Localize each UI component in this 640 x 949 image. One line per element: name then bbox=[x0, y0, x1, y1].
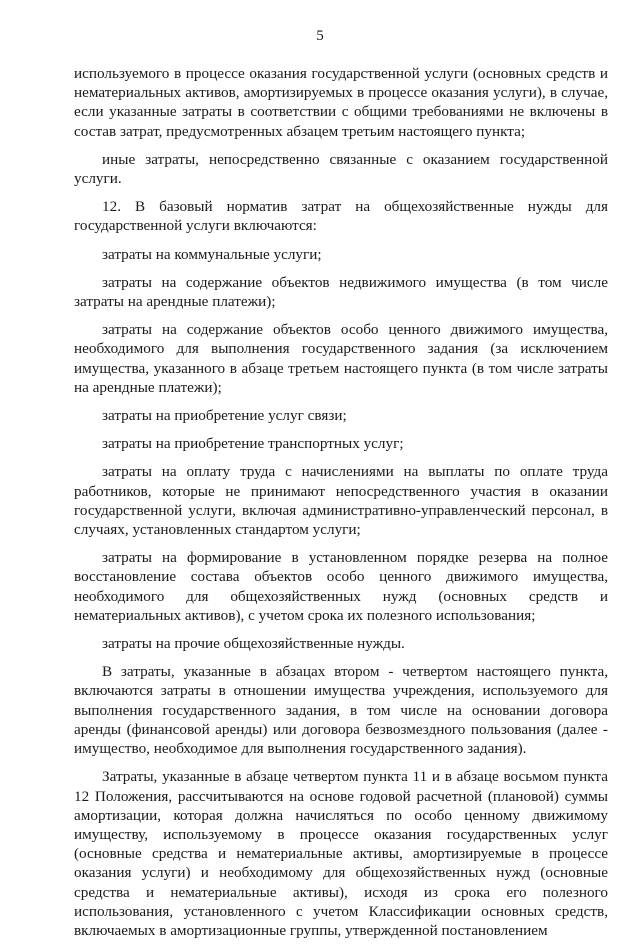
paragraph: В затраты, указанные в абзацах втором - четвертом настоящего пункта, включаются затраты в отношении имущества учреждения, используемого для выполнения государственного задания, в том числе на основании договора аренды (финансовой аренды) или договора безвозмездного пользования (далее - имущество, необходимое для выполнения государственного задания). bbox=[74, 663, 608, 758]
paragraph: затраты на приобретение транспортных услуг; bbox=[102, 435, 404, 453]
paragraph: затраты на содержание объектов особо ценного движимого имущества, необходимого для выполнения государственного задания (за исключением имущества, указанного в абзаце третьем настоящего пункта (в том числе затраты на арендные платежи); bbox=[74, 321, 608, 396]
paragraph: затраты на оплату труда с начислениями на выплаты по оплате труда работников, которые не принимают непосредственного участия в оказании государственной услуги, включая административно-управленческий персонал, в случаях, установленных стандартом услуги; bbox=[74, 463, 608, 539]
paragraph: 12. В базовый норматив затрат на общехозяйственные нужды для государственной услуги включаются: bbox=[74, 198, 608, 235]
paragraph: иные затраты, непосредственно связанные с оказанием государственной услуги. bbox=[74, 150, 608, 188]
paragraph: затраты на формирование в установленном порядке резерва на полное восстановление состава объектов особо ценного движимого имущества, необходимого для общехозяйственных нужд (основных средств и нематериальных активов), с учетом срока их полезного использования; bbox=[74, 549, 608, 624]
paragraph: затраты на прочие общехозяйственные нужды. bbox=[102, 635, 405, 653]
paragraph: Затраты, указанные в абзаце четвертом пункта 11 и в абзаце восьмом пункта 12 Положения, рассчитываются на основе годовой расчетной (плановой) суммы амортизации, которая должна начисляться по особо ценному движимому имуществу, используемому в процессе оказания государственных услуг (основные средства и нематериальные активы, амортизируемые в процессе оказания услуги) и необходимому для общехозяйственных нужд (основные средства и нематериальные активы), исходя из срока его полезного использования, установленного с учетом Классификации основных средств, включаемых в амортизационные группы, утвержденной постановлением bbox=[74, 768, 608, 939]
document-body bbox=[74, 64, 608, 949]
paragraph: используемого в процессе оказания государственной услуги (основных средств и нематериальных активов, амортизируемых в процессе оказания услуги), в случае, если указанные затраты в соответствии с общими требованиями не включены в состав затрат, предусмотренных абзацем третьим настоящего пункта; bbox=[74, 65, 608, 140]
page-number: 5 bbox=[316, 28, 324, 44]
paragraph: затраты на приобретение услуг связи; bbox=[102, 407, 347, 425]
paragraph: затраты на коммунальные услуги; bbox=[102, 245, 322, 263]
paragraph: затраты на содержание объектов недвижимого имущества (в том числе затраты на арендные платежи); bbox=[74, 273, 608, 311]
